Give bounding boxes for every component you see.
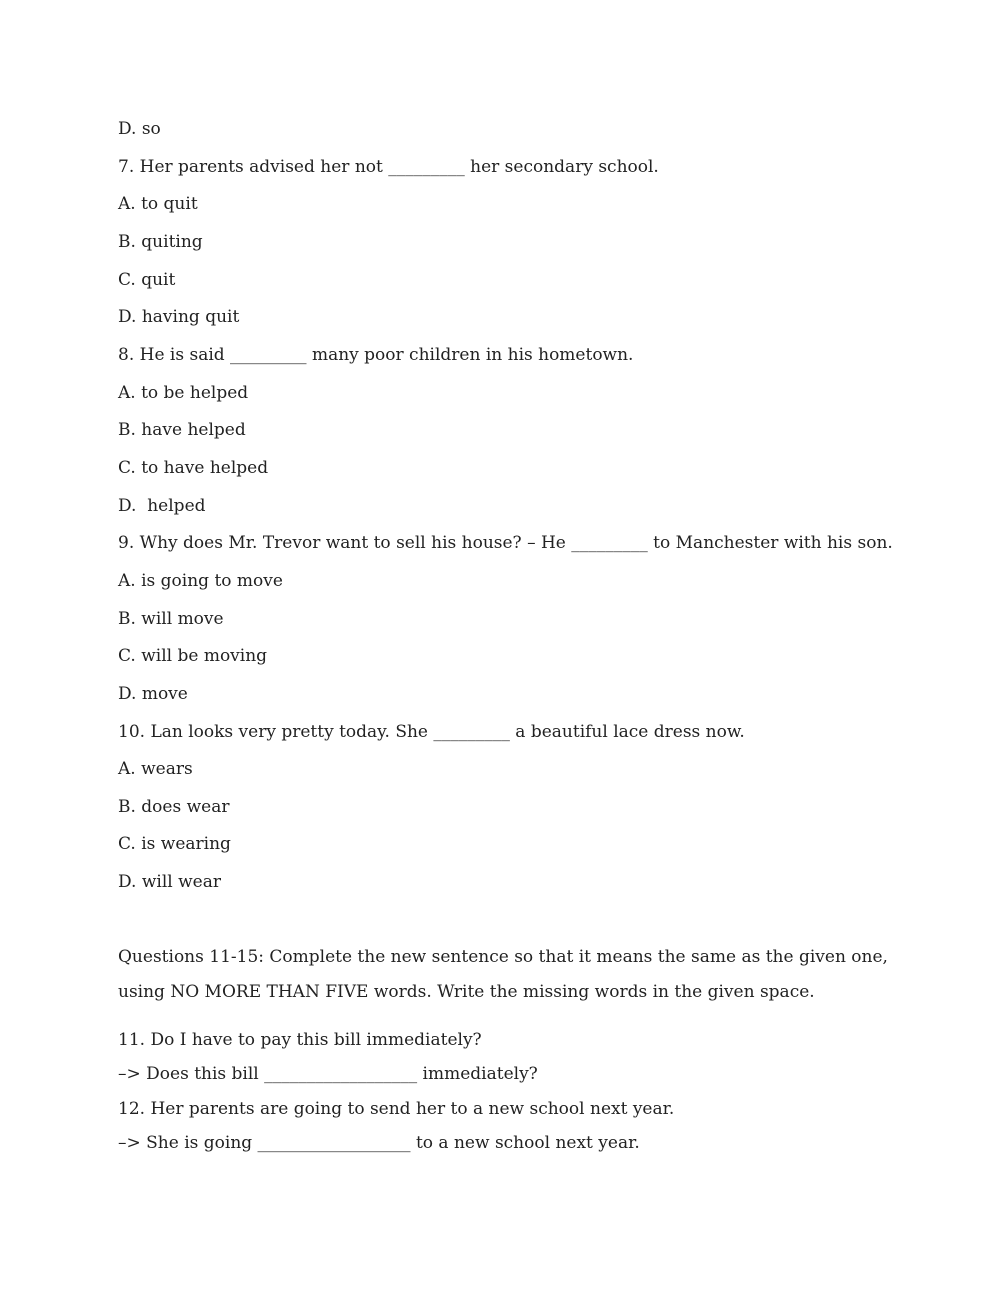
option-8a: A. to be helped xyxy=(118,383,249,403)
question-10: 10. Lan looks very pretty today. She _________ a beautiful lace dress now. xyxy=(118,722,745,742)
option-9b: B. will move xyxy=(118,609,224,629)
option-9a: A. is going to move xyxy=(118,571,283,591)
question-12: 12. Her parents are going to send her to a new school next year. xyxy=(118,1099,675,1119)
option-9c: C. will be moving xyxy=(118,646,268,666)
question-8: 8. He is said _________ many poor children in his hometown. xyxy=(118,345,634,365)
option-8c: C. to have helped xyxy=(118,458,269,478)
option-7d: D. having quit xyxy=(118,307,240,327)
option-7c: C. quit xyxy=(118,270,176,290)
section-instructions-line-1: Questions 11-15: Complete the new sentence so that it means the same as the given one, xyxy=(118,947,888,967)
question-9: 9. Why does Mr. Trevor want to sell his house? – He _________ to Manchester with his son. xyxy=(118,533,893,553)
rewrite-12: –> She is going __________________ to a new school next year. xyxy=(118,1133,640,1153)
option-10b: B. does wear xyxy=(118,797,230,817)
rewrite-11: –> Does this bill __________________ immediately? xyxy=(118,1064,538,1084)
option-8b: B. have helped xyxy=(118,420,246,440)
option-8d: D. helped xyxy=(118,496,206,516)
question-7: 7. Her parents advised her not _________ her secondary school. xyxy=(118,157,659,177)
option-9d: D. move xyxy=(118,684,188,704)
option-7a: A. to quit xyxy=(118,194,198,214)
option-10c: C. is wearing xyxy=(118,834,231,854)
option-10d: D. will wear xyxy=(118,872,221,892)
section-instructions-line-2: using NO MORE THAN FIVE words. Write the missing words in the given space. xyxy=(118,982,815,1002)
option-7b: B. quiting xyxy=(118,232,203,252)
option-6d: D. so xyxy=(118,119,161,139)
question-11: 11. Do I have to pay this bill immediately? xyxy=(118,1030,482,1050)
option-10a: A. wears xyxy=(118,759,193,779)
